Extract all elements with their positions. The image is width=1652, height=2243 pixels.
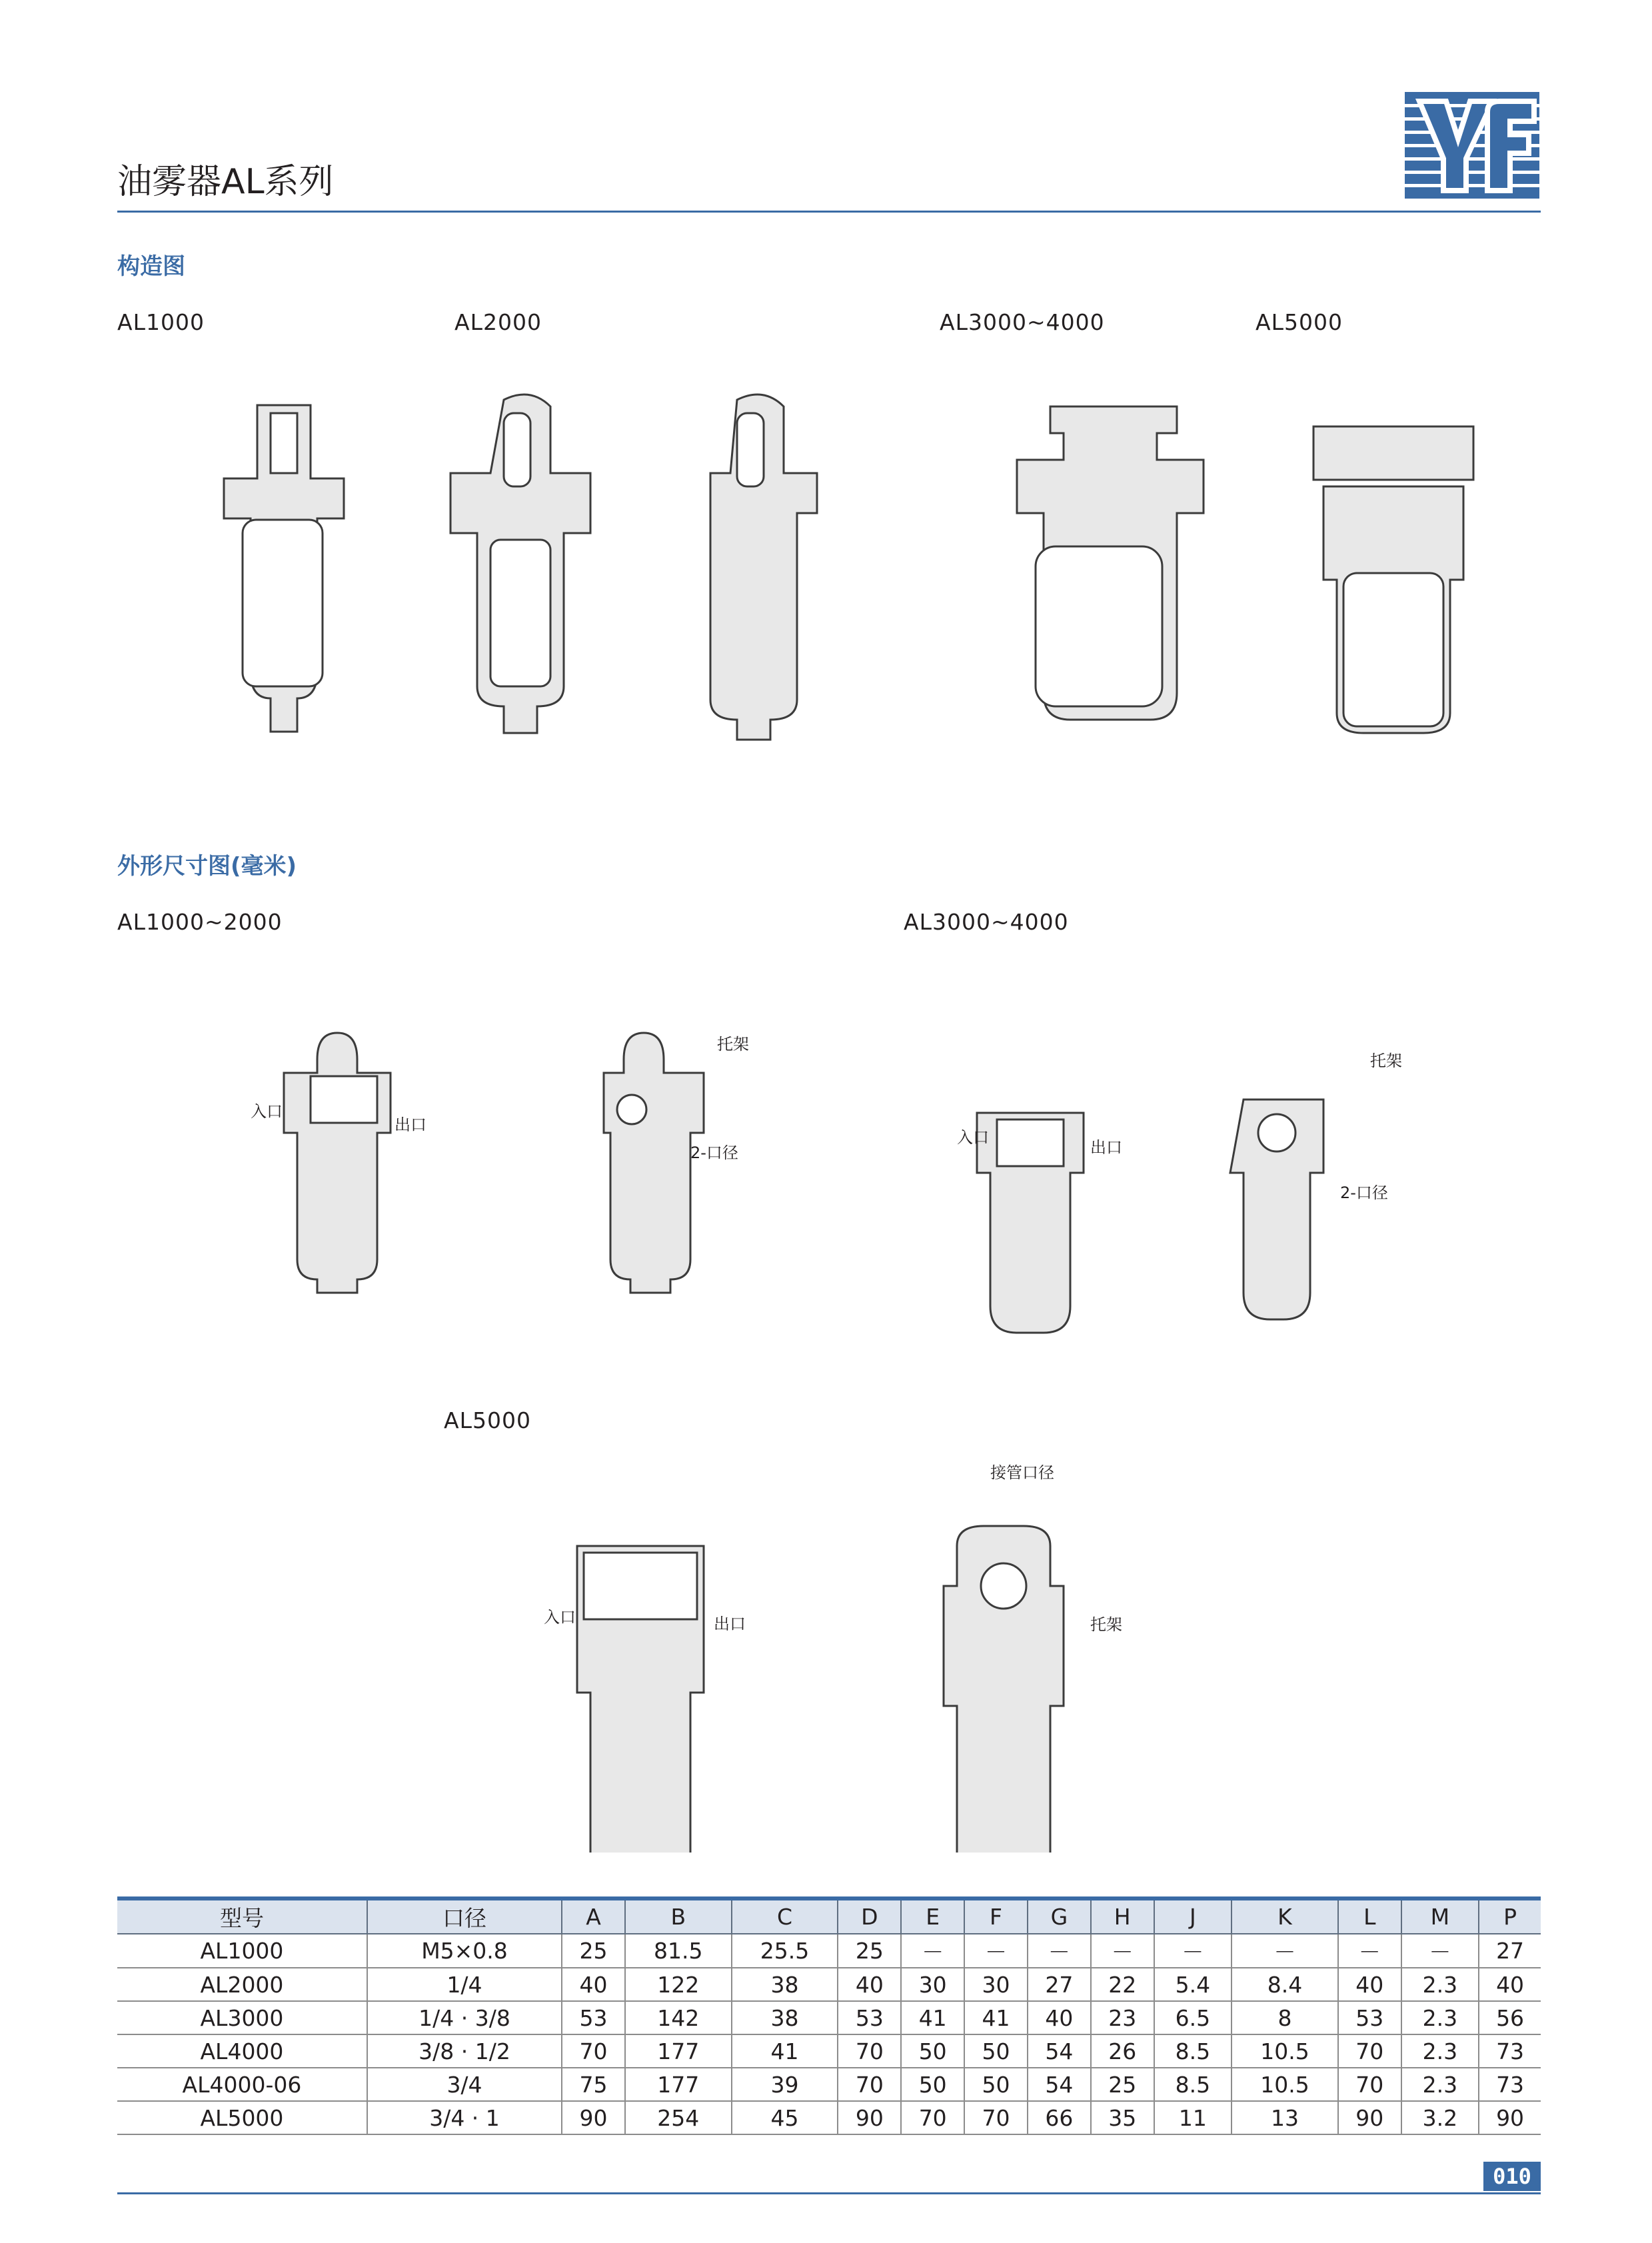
table-cell: 2.3 [1401, 2068, 1479, 2101]
table-cell: 66 [1028, 2101, 1091, 2134]
label-outlet-3: 出口 [714, 1615, 746, 1633]
table-cell: － [1154, 1934, 1232, 1968]
table-cell: 39 [732, 2068, 838, 2101]
table-cell: 40 [1028, 2001, 1091, 2034]
col-model: 型号 [117, 1900, 367, 1934]
table-cell: 41 [964, 2001, 1028, 2034]
table-cell: 54 [1028, 2034, 1091, 2068]
table-cell: 254 [625, 2101, 732, 2134]
table-cell: 56 [1479, 2001, 1541, 2034]
table-cell: AL5000 [117, 2101, 367, 2134]
table-cell: 35 [1091, 2101, 1154, 2134]
table-cell: 5.4 [1154, 1968, 1232, 2001]
table-cell: 2.3 [1401, 1968, 1479, 2001]
table-cell: 81.5 [625, 1934, 732, 1968]
col-l: L [1338, 1900, 1401, 1934]
structure-model-al5000: AL5000 [1255, 309, 1343, 335]
table-cell: 23 [1091, 2001, 1154, 2034]
label-inlet-3: 入口 [544, 1608, 576, 1627]
label-outlet-1: 出口 [395, 1116, 426, 1134]
table-cell: 73 [1479, 2034, 1541, 2068]
table-cell: 30 [901, 1968, 964, 2001]
table-cell: 41 [901, 2001, 964, 2034]
table-cell: 27 [1028, 1968, 1091, 2001]
col-port: 口径 [367, 1900, 562, 1934]
table-cell: 70 [562, 2034, 625, 2068]
page-title: 油雾器AL系列 [117, 162, 334, 202]
dimension-model-al1000-2000: AL1000~2000 [117, 909, 283, 935]
brand-logo [1405, 92, 1539, 199]
table-cell: 142 [625, 2001, 732, 2034]
table-row [117, 1968, 1541, 2001]
table-cell: 11 [1154, 2101, 1232, 2134]
table-cell: 50 [964, 2068, 1028, 2101]
table-row [117, 2034, 1541, 2068]
table-cell: 40 [838, 1968, 901, 2001]
col-k: K [1232, 1900, 1338, 1934]
footer-divider [117, 2192, 1541, 2194]
label-port-2: 2-口径 [1340, 1183, 1388, 1202]
table-cell: 53 [562, 2001, 625, 2034]
table-cell: 8.4 [1232, 1968, 1338, 2001]
table-row [117, 1934, 1541, 1968]
table-cell: 6.5 [1154, 2001, 1232, 2034]
table-cell: 25 [838, 1934, 901, 1968]
table-cell: － [1091, 1934, 1154, 1968]
table-cell: 38 [732, 1968, 838, 2001]
table-cell: AL4000-06 [117, 2068, 367, 2101]
table-cell: 27 [1479, 1934, 1541, 1968]
table-cell: 40 [1338, 1968, 1401, 2001]
table-cell: 3/8 · 1/2 [367, 2034, 562, 2068]
table-cell: 70 [838, 2034, 901, 2068]
table-cell: 70 [901, 2101, 964, 2134]
table-body [117, 1934, 1541, 2134]
table-cell: 50 [901, 2034, 964, 2068]
page-number: 010 [1483, 2162, 1541, 2191]
table-cell: 10.5 [1232, 2068, 1338, 2101]
col-b: B [625, 1900, 732, 1934]
table-cell: － [964, 1934, 1028, 1968]
dimension-model-al5000: AL5000 [444, 1407, 531, 1433]
table-cell: AL3000 [117, 2001, 367, 2034]
label-outlet-2: 出口 [1090, 1138, 1122, 1157]
table-cell: 30 [964, 1968, 1028, 2001]
structure-model-al3000: AL3000~4000 [940, 309, 1105, 335]
label-bracket-3: 托架 [1090, 1615, 1122, 1634]
structure-model-al2000: AL2000 [454, 309, 542, 335]
structure-drawings [117, 373, 1541, 773]
table-row [117, 2068, 1541, 2101]
table-cell: 8.5 [1154, 2034, 1232, 2068]
table-cell: 53 [1338, 2001, 1401, 2034]
table-cell: 70 [1338, 2034, 1401, 2068]
table-cell: 90 [1338, 2101, 1401, 2134]
table-cell: 2.3 [1401, 2001, 1479, 2034]
table-cell: 3/4 [367, 2068, 562, 2101]
table-cell: － [1401, 1934, 1479, 1968]
table-cell: － [901, 1934, 964, 1968]
table-cell: 70 [964, 2101, 1028, 2134]
table-cell: 90 [562, 2101, 625, 2134]
table-cell: 70 [1338, 2068, 1401, 2101]
label-bracket-1: 托架 [717, 1035, 749, 1054]
label-bracket-2: 托架 [1370, 1052, 1402, 1070]
table-cell: 3.2 [1401, 2101, 1479, 2134]
table-cell: 41 [732, 2034, 838, 2068]
table-cell: 177 [625, 2068, 732, 2101]
structure-model-al1000: AL1000 [117, 309, 205, 335]
col-e: E [901, 1900, 964, 1934]
table-cell: 1/4 [367, 1968, 562, 2001]
col-p: P [1479, 1900, 1541, 1934]
table-cell: 50 [901, 2068, 964, 2101]
col-g: G [1028, 1900, 1091, 1934]
table-header-row [117, 1900, 1541, 1934]
table-cell: 13 [1232, 2101, 1338, 2134]
table-cell: 90 [1479, 2101, 1541, 2134]
table-cell: － [1028, 1934, 1091, 1968]
table-cell: 25.5 [732, 1934, 838, 1968]
table-cell: AL2000 [117, 1968, 367, 2001]
table-cell: AL4000 [117, 2034, 367, 2068]
table-cell: 26 [1091, 2034, 1154, 2068]
table-cell: 3/4 · 1 [367, 2101, 562, 2134]
table-cell: 177 [625, 2034, 732, 2068]
table-row [117, 2101, 1541, 2134]
col-d: D [838, 1900, 901, 1934]
label-pipe-port: 接管口径 [990, 1463, 1054, 1482]
table-cell: 38 [732, 2001, 838, 2034]
table-cell: 8.5 [1154, 2068, 1232, 2101]
table-cell: AL1000 [117, 1934, 367, 1968]
table-cell: 73 [1479, 2068, 1541, 2101]
dimension-model-al3000-4000: AL3000~4000 [904, 909, 1069, 935]
col-a: A [562, 1900, 625, 1934]
section-dimensions: 外形尺寸图(毫米) [117, 853, 297, 880]
table-cell: 45 [732, 2101, 838, 2134]
label-inlet-1: 入口 [251, 1102, 283, 1121]
table-cell: － [1232, 1934, 1338, 1968]
col-c: C [732, 1900, 838, 1934]
table-cell: 70 [838, 2068, 901, 2101]
dimension-table [117, 1900, 1541, 2135]
table-cell: 2.3 [1401, 2034, 1479, 2068]
col-h: H [1091, 1900, 1154, 1934]
table-cell: 75 [562, 2068, 625, 2101]
table-cell: 90 [838, 2101, 901, 2134]
table-cell: 25 [1091, 2068, 1154, 2101]
table-cell: 40 [562, 1968, 625, 2001]
section-structure: 构造图 [117, 253, 185, 280]
table-cell: 25 [562, 1934, 625, 1968]
table-cell: 10.5 [1232, 2034, 1338, 2068]
table-cell: M5×0.8 [367, 1934, 562, 1968]
label-inlet-2: 入口 [957, 1128, 989, 1147]
table-cell: 8 [1232, 2001, 1338, 2034]
table-cell: 54 [1028, 2068, 1091, 2101]
table-cell: － [1338, 1934, 1401, 1968]
table-cell: 53 [838, 2001, 901, 2034]
table-cell: 40 [1479, 1968, 1541, 2001]
col-m: M [1401, 1900, 1479, 1934]
dimension-drawings [117, 960, 1541, 1853]
table-row [117, 2001, 1541, 2034]
col-j: J [1154, 1900, 1232, 1934]
table-cell: 50 [964, 2034, 1028, 2068]
table-cell: 22 [1091, 1968, 1154, 2001]
col-f: F [964, 1900, 1028, 1934]
table-cell: 1/4 · 3/8 [367, 2001, 562, 2034]
header-divider [117, 211, 1541, 213]
label-port-1: 2-口径 [690, 1143, 738, 1162]
table-cell: 122 [625, 1968, 732, 2001]
